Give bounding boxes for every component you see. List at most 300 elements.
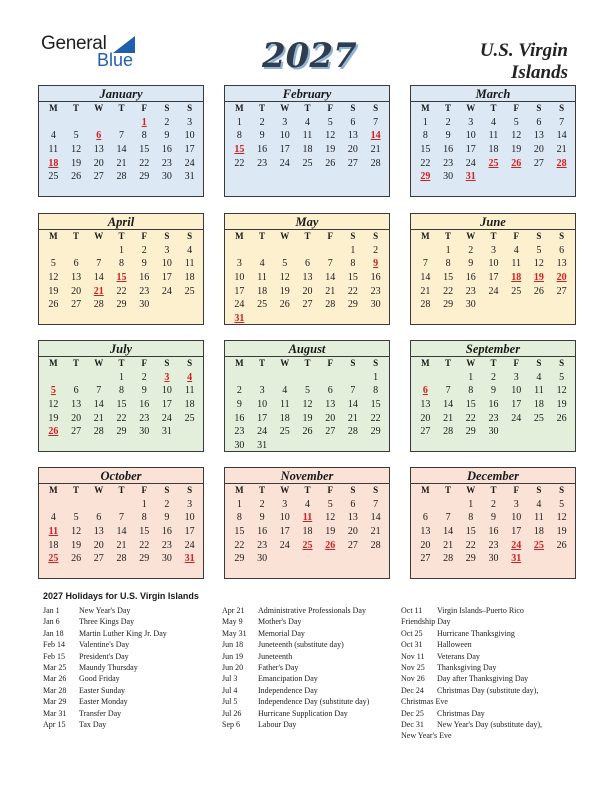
holiday-day-cell: 31 <box>234 313 245 325</box>
holiday-date: Dec 31 <box>401 719 424 729</box>
day-cell: 6 <box>536 116 542 128</box>
day-cell: 1 <box>350 244 356 256</box>
month-september <box>410 340 576 452</box>
weekday-header: F <box>141 485 147 495</box>
holiday-day-cell: 15 <box>234 144 245 156</box>
holiday-date: Mar 31 <box>43 708 67 718</box>
day-cell: 25 <box>302 157 313 169</box>
day-cell: 14 <box>93 399 104 411</box>
day-cell: 7 <box>373 116 379 128</box>
weekday-header: S <box>164 231 170 241</box>
day-cell: 27 <box>93 171 104 183</box>
day-cell: 3 <box>468 116 474 128</box>
day-cell: 17 <box>279 526 290 538</box>
holiday-date: Apr 21 <box>222 606 245 615</box>
day-cell: 5 <box>73 512 79 524</box>
day-cell: 21 <box>443 539 454 551</box>
weekday-header: W <box>94 231 104 241</box>
day-cell: 29 <box>465 426 476 438</box>
holiday-name: Easter Monday <box>79 697 128 707</box>
day-cell: 3 <box>513 498 519 510</box>
holiday-date: Jun 19 <box>222 651 244 661</box>
weekday-header: T <box>304 485 311 495</box>
weekday-header: T <box>118 103 125 113</box>
empty-cell <box>87 498 110 512</box>
day-cell: 20 <box>325 412 336 424</box>
day-cell: 18 <box>279 412 290 424</box>
day-cell: 3 <box>187 498 193 510</box>
weekday-header: S <box>559 103 565 113</box>
weekday-header: T <box>73 485 80 495</box>
holiday-day-cell: 9 <box>373 258 379 270</box>
day-cell: 31 <box>257 440 268 452</box>
holiday-entry <box>401 662 497 673</box>
day-cell: 14 <box>116 526 127 538</box>
day-cell: 1 <box>118 244 124 256</box>
day-cell: 16 <box>443 144 454 156</box>
holiday-name: Veterans Day <box>437 651 480 661</box>
holiday-day-cell: 20 <box>556 272 567 284</box>
day-cell: 10 <box>234 272 245 284</box>
weekday-header: M <box>49 358 58 368</box>
day-cell: 13 <box>93 526 104 538</box>
holiday-name: Transfer Day <box>79 708 122 718</box>
day-cell: 18 <box>184 399 195 411</box>
day-cell: 18 <box>257 285 268 297</box>
weekday-header: T <box>445 485 452 495</box>
day-cell: 16 <box>139 272 150 284</box>
day-cell: 17 <box>465 144 476 156</box>
region-title <box>480 40 568 84</box>
weekday-header: F <box>141 231 147 241</box>
day-cell: 4 <box>304 498 310 510</box>
day-cell: 10 <box>184 130 195 142</box>
empty-cell <box>87 371 110 385</box>
day-cell: 16 <box>139 399 150 411</box>
day-cell: 15 <box>139 526 150 538</box>
day-cell: 6 <box>304 258 310 270</box>
day-cell: 11 <box>184 258 195 270</box>
month-december <box>410 467 576 579</box>
day-cell: 22 <box>234 539 245 551</box>
day-cell: 2 <box>445 116 451 128</box>
month-october <box>38 467 204 579</box>
weekday-header: F <box>513 485 519 495</box>
day-cell: 13 <box>420 399 431 411</box>
month-april <box>38 213 204 325</box>
day-cell: 6 <box>350 116 356 128</box>
holiday-name: Juneteenth (substitute day) <box>258 640 344 650</box>
day-cell: 8 <box>350 258 356 270</box>
weekday-header: T <box>304 358 311 368</box>
day-cell: 19 <box>71 539 82 551</box>
empty-cell <box>42 244 65 258</box>
holiday-date: May 9 <box>222 617 243 627</box>
day-cell: 17 <box>161 272 172 284</box>
holiday-name-continued: New Year's Eve <box>401 731 452 741</box>
day-cell: 10 <box>279 512 290 524</box>
day-cell: 18 <box>184 272 195 284</box>
weekday-header: S <box>559 358 565 368</box>
holiday-date: Mar 25 <box>43 662 67 672</box>
weekday-header: S <box>536 358 542 368</box>
holiday-name: Three Kings Day <box>79 617 135 627</box>
day-cell: 30 <box>370 299 381 311</box>
holiday-day-cell: 25 <box>302 539 313 551</box>
day-cell: 11 <box>184 385 195 397</box>
weekday-header: M <box>235 231 244 241</box>
weekday-header: S <box>559 231 565 241</box>
day-cell: 20 <box>71 412 82 424</box>
weekday-header: S <box>373 485 379 495</box>
month-march <box>410 85 576 197</box>
day-cell: 13 <box>93 144 104 156</box>
weekday-header: T <box>490 358 497 368</box>
day-cell: 19 <box>71 157 82 169</box>
day-cell: 7 <box>118 512 124 524</box>
holiday-date: Dec 25 <box>401 708 424 718</box>
day-cell: 6 <box>422 512 428 524</box>
weekday-header: S <box>536 103 542 113</box>
holiday-name: Easter Sunday <box>79 685 125 695</box>
day-cell: 24 <box>279 539 290 551</box>
holiday-date: Mar 26 <box>43 674 67 684</box>
holiday-name: Emancipation Day <box>258 674 318 684</box>
holiday-day-cell: 6 <box>422 385 428 397</box>
day-cell: 20 <box>71 285 82 297</box>
month-january <box>38 85 204 197</box>
day-cell: 3 <box>259 385 265 397</box>
holiday-date: Nov 11 <box>401 651 425 661</box>
day-cell: 1 <box>118 371 124 383</box>
year-title: 2027 <box>262 36 357 76</box>
day-cell: 1 <box>445 244 451 256</box>
region-line-1: U.S. Virgin <box>479 40 568 61</box>
holiday-day-cell: 25 <box>488 157 499 169</box>
month-name: May <box>295 215 319 229</box>
day-cell: 7 <box>445 385 451 397</box>
month-may <box>224 213 390 325</box>
region-line-2: Islands <box>510 62 568 83</box>
holiday-date: Oct 25 <box>401 628 423 638</box>
holiday-date: Jul 4 <box>222 685 238 695</box>
day-cell: 28 <box>347 426 358 438</box>
weekday-header: F <box>141 103 147 113</box>
empty-cell <box>42 371 65 385</box>
weekday-header: W <box>94 103 104 113</box>
weekday-header: T <box>73 231 80 241</box>
day-cell: 23 <box>370 285 381 297</box>
holiday-name: Maundy Thursday <box>79 662 138 672</box>
day-cell: 24 <box>161 412 172 424</box>
weekday-header: F <box>327 485 333 495</box>
day-cell: 17 <box>161 399 172 411</box>
empty-cell <box>437 498 460 512</box>
day-cell: 15 <box>443 272 454 284</box>
day-cell: 20 <box>420 412 431 424</box>
day-cell: 31 <box>161 426 172 438</box>
day-cell: 9 <box>164 512 170 524</box>
weekday-header: T <box>304 103 311 113</box>
day-cell: 2 <box>490 371 496 383</box>
day-cell: 22 <box>116 412 127 424</box>
day-cell: 4 <box>282 385 288 397</box>
weekday-header: S <box>350 231 356 241</box>
weekday-header: T <box>259 231 266 241</box>
day-cell: 27 <box>347 157 358 169</box>
holiday-date: Jul 3 <box>222 674 238 684</box>
day-cell: 5 <box>282 258 288 270</box>
day-cell: 22 <box>370 412 381 424</box>
month-name: November <box>280 469 334 483</box>
day-cell: 12 <box>511 130 522 142</box>
day-cell: 29 <box>116 299 127 311</box>
day-cell: 7 <box>373 498 379 510</box>
brand-blue-text: Blue <box>97 50 134 70</box>
weekday-header: S <box>350 485 356 495</box>
day-cell: 5 <box>327 116 333 128</box>
day-cell: 13 <box>533 130 544 142</box>
holiday-column <box>401 605 542 742</box>
day-cell: 11 <box>302 130 313 142</box>
day-cell: 22 <box>139 157 150 169</box>
holiday-day-cell: 18 <box>48 157 59 169</box>
day-cell: 17 <box>234 285 245 297</box>
day-cell: 19 <box>48 412 59 424</box>
holiday-entry <box>401 685 539 696</box>
day-cell: 20 <box>533 144 544 156</box>
weekday-header: W <box>466 358 476 368</box>
day-cell: 11 <box>511 258 522 270</box>
day-cell: 20 <box>420 539 431 551</box>
day-cell: 29 <box>465 553 476 565</box>
day-cell: 12 <box>533 258 544 270</box>
day-cell: 22 <box>139 539 150 551</box>
day-cell: 9 <box>236 399 242 411</box>
holiday-entry <box>401 628 515 639</box>
weekday-header: M <box>235 358 244 368</box>
day-cell: 25 <box>279 426 290 438</box>
day-cell: 22 <box>443 285 454 297</box>
day-cell: 6 <box>96 512 102 524</box>
day-cell: 23 <box>443 157 454 169</box>
day-cell: 24 <box>488 285 499 297</box>
holiday-day-cell: 4 <box>187 371 193 383</box>
day-cell: 22 <box>420 157 431 169</box>
holiday-date: Jan 18 <box>43 628 64 638</box>
day-cell: 23 <box>488 539 499 551</box>
empty-cell <box>87 116 110 130</box>
day-cell: 2 <box>259 116 265 128</box>
weekday-header: T <box>259 485 266 495</box>
day-cell: 14 <box>93 272 104 284</box>
day-cell: 30 <box>139 426 150 438</box>
empty-cell <box>296 371 319 385</box>
day-cell: 25 <box>511 285 522 297</box>
weekday-header: S <box>373 231 379 241</box>
holiday-date: Mar 28 <box>43 685 67 695</box>
day-cell: 23 <box>139 412 150 424</box>
day-cell: 8 <box>422 130 428 142</box>
day-cell: 29 <box>443 299 454 311</box>
day-cell: 7 <box>96 258 102 270</box>
weekday-header: S <box>187 485 193 495</box>
day-cell: 25 <box>48 171 59 183</box>
weekday-header: W <box>280 103 290 113</box>
day-cell: 13 <box>556 258 567 270</box>
day-cell: 5 <box>50 258 56 270</box>
empty-cell <box>65 244 88 258</box>
weekday-header: F <box>513 103 519 113</box>
weekday-header: M <box>421 103 430 113</box>
weekday-header: F <box>513 231 519 241</box>
day-cell: 11 <box>257 272 267 284</box>
holiday-name: Labour Day <box>258 719 297 729</box>
day-cell: 30 <box>488 426 499 438</box>
day-cell: 2 <box>373 244 379 256</box>
empty-cell <box>414 244 437 258</box>
day-cell: 13 <box>71 399 82 411</box>
weekday-header: F <box>327 358 333 368</box>
day-cell: 11 <box>279 399 290 411</box>
day-cell: 20 <box>93 157 104 169</box>
day-cell: 21 <box>116 157 127 169</box>
day-cell: 24 <box>511 412 522 424</box>
day-grid <box>414 230 573 312</box>
day-cell: 1 <box>422 116 428 128</box>
day-cell: 29 <box>347 299 358 311</box>
holiday-day-cell: 24 <box>511 539 522 551</box>
empty-cell <box>414 371 437 385</box>
day-cell: 15 <box>370 399 381 411</box>
day-cell: 19 <box>325 526 336 538</box>
day-cell: 2 <box>490 498 496 510</box>
day-grid <box>414 484 573 566</box>
holiday-date: Mar 29 <box>43 697 67 707</box>
holiday-name-continued: Friendship Day <box>401 617 451 627</box>
day-cell: 30 <box>488 553 499 565</box>
weekday-header: S <box>536 485 542 495</box>
day-cell: 9 <box>445 130 451 142</box>
holiday-day-cell: 31 <box>465 171 476 183</box>
day-cell: 12 <box>556 385 567 397</box>
day-cell: 8 <box>373 385 379 397</box>
holiday-day-cell: 15 <box>116 272 127 284</box>
day-cell: 12 <box>325 130 336 142</box>
day-cell: 10 <box>488 258 499 270</box>
weekday-header: M <box>421 485 430 495</box>
day-cell: 16 <box>257 144 268 156</box>
empty-cell <box>273 244 296 258</box>
empty-cell <box>251 244 274 258</box>
day-cell: 23 <box>488 412 499 424</box>
day-cell: 7 <box>559 116 565 128</box>
holiday-day-cell: 31 <box>184 553 195 565</box>
day-cell: 4 <box>304 116 310 128</box>
holiday-name: Day after Thanksgiving Day <box>437 674 529 684</box>
day-cell: 21 <box>325 285 336 297</box>
day-cell: 10 <box>511 512 522 524</box>
day-cell: 7 <box>445 512 451 524</box>
holiday-entry <box>401 651 480 662</box>
holiday-name: Father's Day <box>258 662 299 672</box>
holiday-name: Hurricane Supplication Day <box>258 708 348 718</box>
weekday-header: T <box>259 103 266 113</box>
holiday-date: Jul 26 <box>222 708 242 718</box>
holiday-day-cell: 26 <box>511 157 522 169</box>
day-cell: 19 <box>48 285 59 297</box>
day-cell: 28 <box>443 553 454 565</box>
weekday-header: T <box>490 103 497 113</box>
day-cell: 16 <box>488 526 499 538</box>
holiday-date: Feb 15 <box>43 651 65 661</box>
weekday-header: S <box>187 103 193 113</box>
day-grid <box>228 230 387 326</box>
holiday-date: Jun 20 <box>222 662 244 672</box>
day-cell: 29 <box>234 553 245 565</box>
holiday-date: Dec 24 <box>401 685 424 695</box>
holiday-date: Nov 25 <box>401 662 425 672</box>
day-cell: 27 <box>93 553 104 565</box>
month-name: March <box>475 87 511 101</box>
day-cell: 17 <box>184 526 195 538</box>
day-cell: 28 <box>370 157 381 169</box>
day-cell: 12 <box>48 399 59 411</box>
day-cell: 16 <box>370 272 381 284</box>
day-cell: 5 <box>559 498 565 510</box>
weekday-header: W <box>466 103 476 113</box>
day-cell: 23 <box>234 426 245 438</box>
day-cell: 17 <box>279 144 290 156</box>
day-cell: 3 <box>187 116 193 128</box>
day-cell: 1 <box>236 116 242 128</box>
day-cell: 11 <box>534 512 544 524</box>
weekday-header: S <box>373 103 379 113</box>
day-cell: 21 <box>370 526 381 538</box>
holiday-day-cell: 11 <box>48 526 59 538</box>
holiday-name: Christmas Day (substitute day), <box>437 685 539 695</box>
day-cell: 8 <box>141 130 147 142</box>
day-cell: 24 <box>234 299 245 311</box>
day-cell: 11 <box>488 130 499 142</box>
empty-cell <box>65 498 88 512</box>
day-cell: 16 <box>465 272 476 284</box>
day-cell: 3 <box>236 258 242 270</box>
holiday-day-cell: 26 <box>325 539 336 551</box>
weekday-header: M <box>49 231 58 241</box>
month-name: January <box>99 87 143 101</box>
day-cell: 21 <box>116 539 127 551</box>
holiday-name: Administrative Professionals Day <box>258 606 366 615</box>
day-cell: 24 <box>257 426 268 438</box>
day-cell: 17 <box>257 412 268 424</box>
day-cell: 23 <box>257 157 268 169</box>
day-cell: 31 <box>184 171 195 183</box>
day-cell: 9 <box>468 258 474 270</box>
day-cell: 7 <box>422 258 428 270</box>
day-cell: 5 <box>304 385 310 397</box>
weekday-header: S <box>559 485 565 495</box>
day-grid <box>414 102 573 184</box>
day-cell: 29 <box>116 426 127 438</box>
holiday-name: Thanksgiving Day <box>437 662 497 672</box>
day-cell: 19 <box>511 144 522 156</box>
day-cell: 22 <box>465 539 476 551</box>
weekday-header: S <box>373 358 379 368</box>
holiday-name: President's Day <box>79 651 129 661</box>
month-august <box>224 340 390 452</box>
weekday-header: S <box>536 231 542 241</box>
